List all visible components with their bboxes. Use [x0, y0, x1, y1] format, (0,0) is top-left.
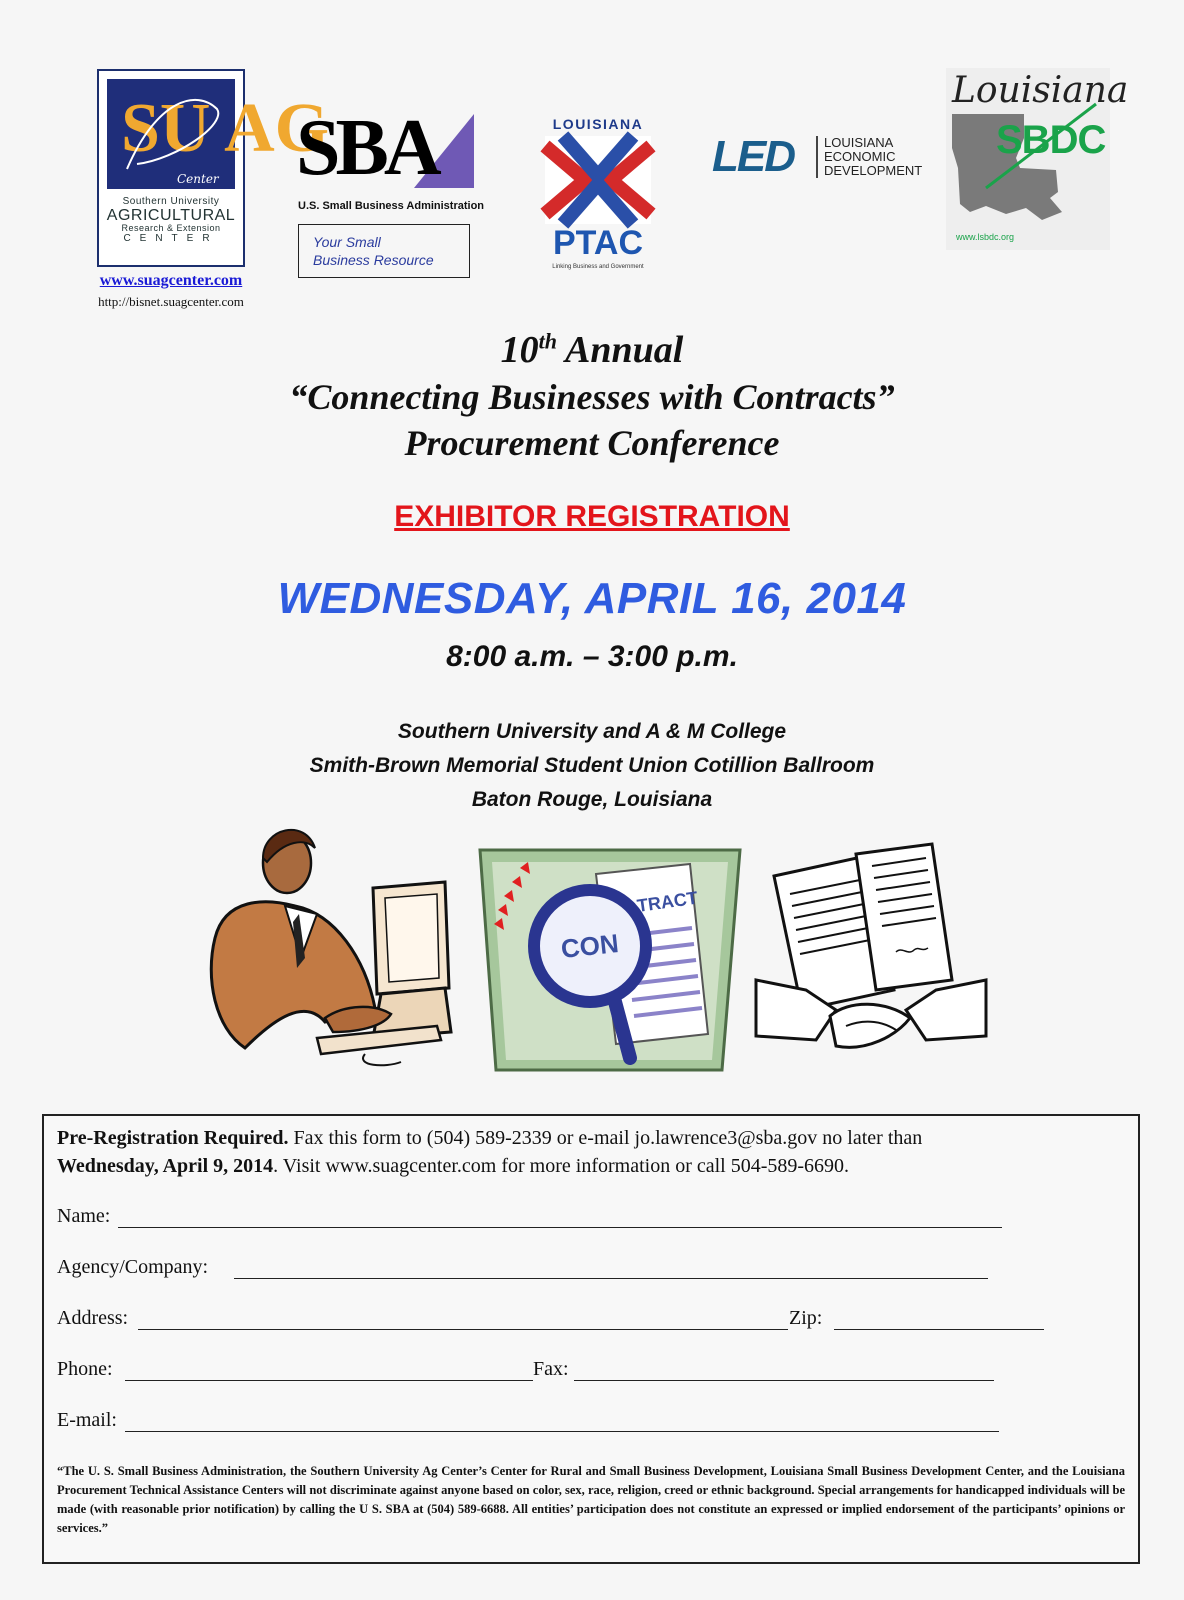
event-date: WEDNESDAY, APRIL 16, 2014	[277, 574, 907, 623]
annual-title	[0, 328, 1184, 372]
name-label: Name:	[57, 1205, 111, 1227]
su-line-center: CENTER	[123, 232, 219, 244]
sba-tagline-line1: Your Small	[313, 234, 381, 250]
contract-word-right: TRACT	[635, 887, 699, 916]
prereg-heading: Pre-Registration Required.	[57, 1127, 289, 1149]
louisiana-ptac-logo	[543, 116, 653, 276]
venue-line-1: Southern University and A & M College	[397, 720, 787, 743]
ptac-weave-icon	[545, 136, 651, 224]
businessman-at-computer-illustration	[205, 818, 455, 1068]
handshake-contract-illustration	[756, 840, 986, 1070]
led-line1: LOUISIANA	[824, 135, 894, 150]
zip-label: Zip:	[789, 1307, 823, 1329]
venue-line-3: Baton Rouge, Louisiana	[471, 788, 713, 811]
su-line-southern-university: Southern University	[122, 196, 220, 207]
conference-title: “Connecting Businesses with Contracts”	[289, 377, 895, 417]
prereg-deadline: Wednesday, April 9, 2014	[57, 1155, 274, 1177]
address-label: Address:	[57, 1307, 129, 1329]
email-label: E-mail:	[57, 1409, 117, 1431]
ptac-top-text: LOUISIANA	[552, 116, 644, 132]
led-divider	[816, 136, 818, 178]
ptac-bottom-text: PTAC	[552, 224, 644, 262]
phone-label: Phone:	[57, 1358, 113, 1380]
su-monogram-text: SU AG	[121, 90, 330, 167]
sbdc-url: www.lsbdc.org	[956, 232, 1015, 242]
sbdc-word: SBDC	[996, 118, 1106, 162]
phone-field[interactable]	[125, 1380, 533, 1381]
led-line2: ECONOMIC	[824, 149, 896, 164]
su-line-agricultural: AGRICULTURAL	[106, 206, 236, 224]
led-line3: DEVELOPMENT	[824, 163, 923, 178]
louisiana-economic-development-logo	[712, 134, 942, 184]
fax-label: Fax:	[533, 1358, 569, 1380]
louisiana-sbdc-logo	[946, 68, 1129, 250]
led-text	[824, 136, 922, 178]
su-center-word: Center	[177, 172, 219, 186]
venue-line-2: Smith-Brown Memorial Student Union Cotillion Ballroom	[309, 754, 875, 777]
event-time: 8:00 a.m. – 3:00 p.m.	[446, 640, 738, 673]
zip-field[interactable]	[834, 1329, 1044, 1330]
exhibitor-registration-heading: EXHIBITOR REGISTRATION	[394, 500, 790, 533]
company-field[interactable]	[234, 1278, 988, 1279]
ptac-tagline: Linking Business and Government	[552, 264, 644, 270]
annual-number: 10	[500, 329, 539, 371]
led-mark: LED	[712, 132, 794, 181]
su-line-research-extension: Research & Extension	[121, 223, 221, 234]
sba-logo	[296, 104, 486, 278]
conference-subtitle: Procurement Conference	[404, 423, 780, 463]
contract-magnifier-illustration	[478, 848, 742, 1072]
email-field[interactable]	[125, 1431, 999, 1432]
fax-field[interactable]	[574, 1380, 994, 1381]
nondiscrimination-disclaimer: “The U. S. Small Business Administration, the Southern University Ag Center’s Center for Rural and Small Business Development, Louisiana Small Business Development Center, and the Louisiana Procurement Technical Assistance Centers will not discriminate against anyone based on color, sex, race, religion, creed or ethnic background. Special arrangements for handicapped individuals will be made (with reasonable prior notification) by calling the U S. SBA at (504) 589-6688. All entities’ participation does not constitute an expressed or implied endorsement of the participants’ opinions or services.”	[57, 1464, 1125, 1535]
prereg-instructions: Fax this form to (504) 589-2339 or e-mail jo.lawrence3@sba.gov no later than	[288, 1127, 923, 1149]
sba-tagline-box	[298, 224, 470, 278]
sba-tagline-line2: Business Resource	[313, 252, 434, 269]
name-field[interactable]	[118, 1227, 1002, 1228]
sba-subtitle: U.S. Small Business Administration	[298, 200, 485, 212]
contract-word-left: CON	[559, 928, 621, 964]
address-field[interactable]	[138, 1329, 788, 1330]
bisnet-url: http://bisnet.suagcenter.com	[98, 294, 244, 309]
sba-letters: SBA	[296, 104, 437, 192]
sbdc-louisiana-script: Louisiana	[952, 70, 1129, 111]
annual-word: Annual	[556, 329, 684, 371]
prereg-more-info: . Visit www.suagcenter.com for more information or call 504-589-6690.	[273, 1155, 850, 1177]
suagcenter-link[interactable]: www.suagcenter.com	[99, 272, 243, 289]
annual-suffix: th	[538, 328, 557, 354]
southern-university-ag-center-logo	[97, 69, 330, 267]
company-label: Agency/Company:	[57, 1256, 209, 1278]
su-ag-monogram	[107, 79, 330, 189]
preregistration-notice	[57, 1124, 1137, 1180]
